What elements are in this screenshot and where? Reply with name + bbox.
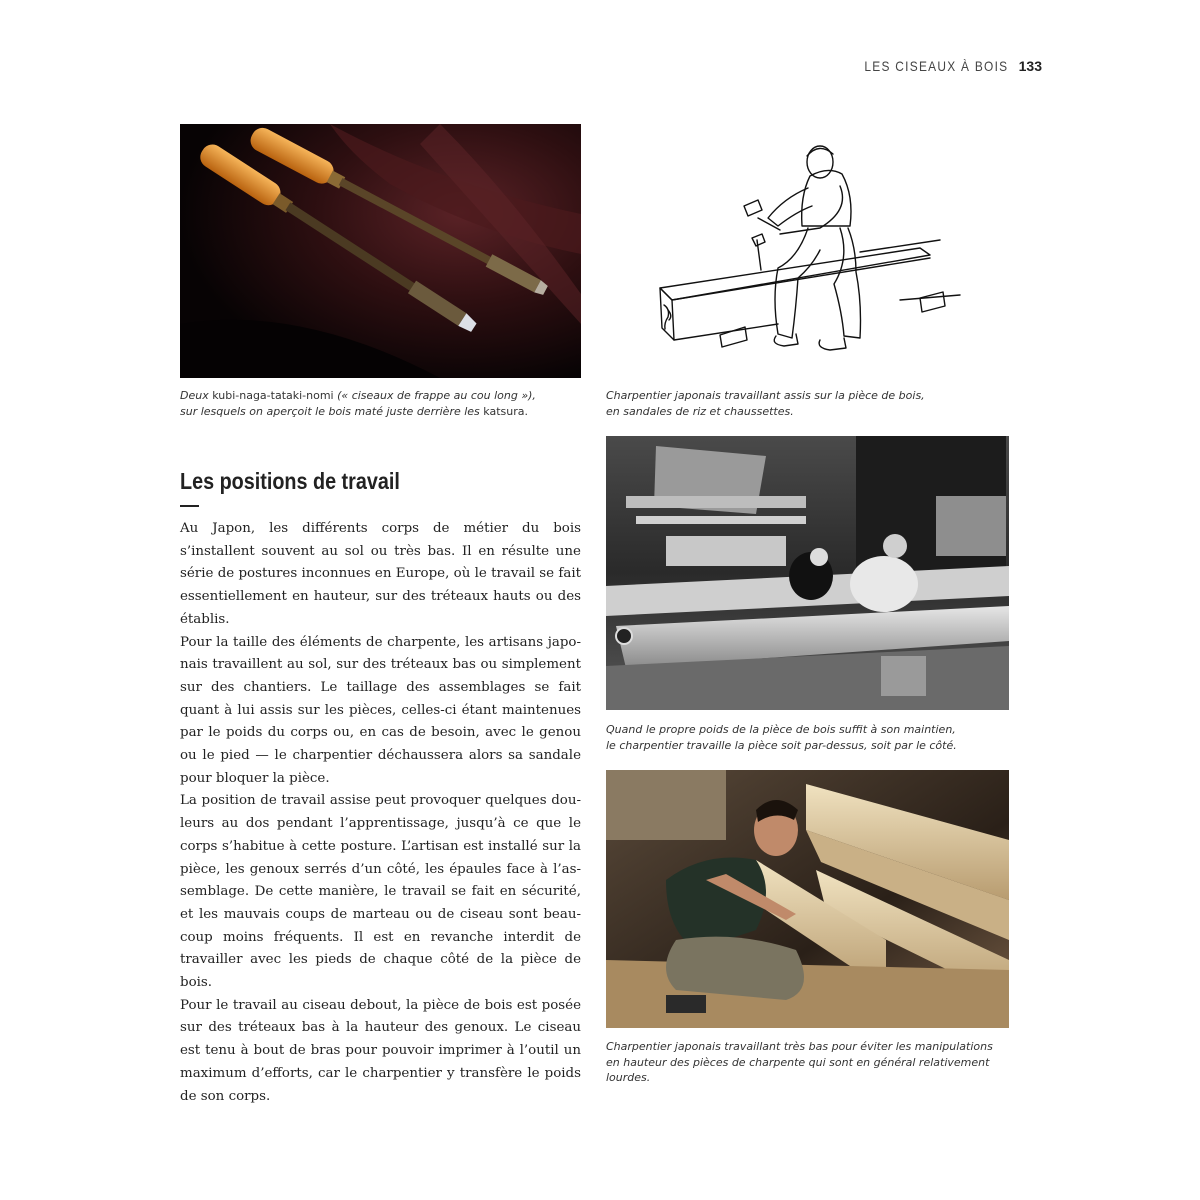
paragraph: Pour le travail au ciseau debout, la pièce de bois est posée sur des tréteaux bas à la hauteur des genoux. Le ciseau est tenu à bout de bras pour pouvoir imprimer à l’outil un maximum d’efforts, car le charpentier y transfère le poids de son corps.	[180, 997, 581, 1104]
drawing-caption-line2: en sandales de riz et chaussettes.	[606, 404, 794, 418]
chisels-caption-line2: sur lesquels on aperçoit le bois maté juste derrière les katsura.	[180, 404, 528, 418]
chisels-photo	[180, 124, 581, 378]
paragraph: Au Japon, les différents corps de métier du bois s’installent souvent au sol ou très bas. Il en résulte une série de postures inconnues en Europe, où le travail se fait essentiellement en hauteur, sur des tréteaux hauts ou des établis.	[180, 521, 581, 627]
running-header	[839, 58, 1042, 74]
kneeling-carpenter-photo	[606, 770, 1009, 1028]
chisels-caption-line1: Deux kubi-naga-tataki-nomi (« ciseaux de frappe au cou long »),	[180, 389, 536, 402]
page-number: 133	[1018, 58, 1042, 74]
kneeling-caption-line1: Charpentier japonais travaillant très bas pour éviter les manipulations	[606, 1040, 993, 1053]
drawing-caption	[606, 388, 1008, 419]
drawing-caption-line1: Charpentier japonais travaillant assis sur la pièce de bois,	[606, 389, 925, 402]
paragraph: Pour la taille des éléments de charpente, les artisans japonais travaillent au sol, sur des tréteaux bas ou simplement sur des chantiers. Le taillage des assemblages se fait quant à lui assis sur les pièces, celles-ci étant maintenues par le poids du corps ou, en cas de besoin, avec le genou ou le pied — le charpentier déchaussera alors sa sandale pour bloquer la pièce.	[180, 634, 581, 786]
section-heading: Les positions de travail	[180, 468, 400, 494]
chisels-caption	[180, 388, 581, 419]
kneeling-caption-line2: en hauteur des pièces de charpente qui sont en général relativement	[606, 1055, 990, 1069]
body-text	[180, 518, 581, 1108]
running-title: LES CISEAUX À BOIS	[864, 58, 1009, 74]
paragraph: La position de travail assise peut provoquer quelques douleurs au dos pendant l’apprentissage, jusqu’à ce que le corps s’habitue à cette posture. L’artisan est installé sur la pièce, les genoux serrés d’un côté, les épaules face à l’assemblage. De cette manière, le travail se fait en sécurité, et les mauvais coups de marteau ou de ciseau sont beaucoup moins fréquents. Il est en revanche interdit de travailler avec les pieds de chaque côté de la pièce de bois.	[180, 793, 581, 991]
workshop-caption	[606, 722, 1008, 753]
heading-rule	[180, 505, 199, 507]
workshop-photo	[606, 436, 1009, 710]
workshop-caption-line2: le charpentier travaille la pièce soit par-dessus, soit par le côté.	[606, 738, 957, 752]
workshop-caption-line1: Quand le propre poids de la pièce de bois suffit à son maintien,	[606, 723, 956, 736]
carpenter-drawing	[640, 140, 970, 365]
kneeling-caption	[606, 1039, 1008, 1086]
kneeling-caption-line3: lourdes.	[606, 1071, 651, 1084]
